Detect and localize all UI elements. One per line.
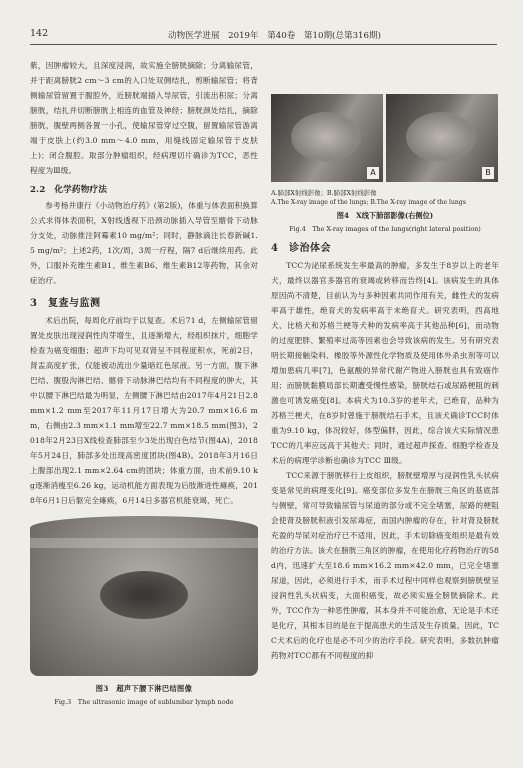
xray-image-a [271,94,383,182]
page-number: 142 [30,28,49,39]
section-3-heading: 3 复查与监测 [30,298,101,309]
figure-4-images [271,94,499,182]
figure-3-caption-cn: 图3 超声下腰下淋巴结图像 [95,684,193,693]
figure-3 [30,516,258,706]
figure-4-caption-cn: 图4 X线下肺部影像(右侧位) [336,211,434,220]
paragraph-followup: 术后出院，每周化疗前均于以复查。术后71 d，左侧输尿管留置处皮肤出现浸润性肉芽增生，且逐渐增大，经组织抹片，细胞学检查为癌变细胞；超声下均可见双肾呈不同程度积水，死前2日，肾盂高度扩张，仅能被动流出少量暗红色尿液。另一方面，腹下淋巴结、腹股沟淋巴结、髂骨下动脉淋巴结均有不同程度的肿大，其中以腰下淋巴结最为明显，左侧腰下淋巴结由2017年4月21日2.8 mm×1.2 mm至2017年11月17日增大为20.7 mm×16.6 mm，右侧由2.3 mm×1.1 mm增至22.7 mm×18.5 mm(图3)，2018年2月23日X线检查肺部至少3处出现白色结节(图4A)，2018年5月24日，肺部多处出现高密度团块(图4B)。2018年3月16日上腹部出现2.1 mm×2.64 cm的团块；体重方面，由术前9.10 kg逐渐消瘦至6.26 kg，运动机能方面表现为后肢渐进性瘫痪，2018年6月1日后躯完全瘫痪，6月14日多器官机能衰竭，死亡。 [30,316,258,505]
paragraph-surgery: 紫，因肿瘤较大，且深度浸润，故实施全膀胱摘除；分离输尿管，并于距离膀胱2 cm～3 cm的入口处双侧结扎，剪断输尿管；将背侧输尿管留置于腹腔外，近膀胱端插入导尿管，引流出积尿；分离膀胱，结扎并切断膀胱上相连的血管及神经；膀胱颈处结扎，摘除膀胱，腹壁两侧各置一小孔，使输尿管穿过空腹，留置输尿管游离端于皮肤上(约3.0 mm～4.0 mm，用缝线固定输尿管于皮肤上)；闭合腹腔。取部分肿瘤组织，经病理切片确诊为TCC，恶性程度为Ⅲ级。 [30,61,258,175]
journal-info: 动物医学进展 2019年 第40卷 第10期(总第316期) [168,31,381,41]
paragraph-chemotherapy: 参考杨井康行《小动物治疗药》(第2版)，体重与体表面积换算公式求得体表面积，X射线透视下沿颈动脉插入导管至髂骨下动脉分支处，动脉推注阿霉素10 mg/m²；同时，静脉滴注长春新碱1.5 mg/m²；上述2药，1次/周，3周一疗程，隔7 d后继续用药。此外，口服补充维生素B1、维生素B6、维生素B12等药物，其余对症治疗。 [30,201,258,285]
figure-4-subcaption-cn: A.肺部X射线影像；B.肺部X射线影像 [271,189,377,197]
lung-shadow [406,112,476,162]
lymph-node-mass [100,571,188,619]
figure-3-caption-en: Fig.3 The ultrasonic image of sublumbar lymph node [54,698,234,706]
ultrasound-image [30,516,258,676]
figure-4-caption-en: Fig.4 The X-ray images of the lungs(right lateral position) [289,225,481,233]
right-column [271,58,499,663]
paragraph-diagnosis: TCC为泌尿系统发生率最高的肿瘤，多发生于8岁以上的老年犬，最终以器官多器官的衰竭或转移而告终[4]。该病发生的具体原因尚不清楚，目前认为与多种因素共同作用有关，雌性犬的发病率高于雄性，绝育犬的发病率高于未绝育犬。研究表明，西高地犬、比格犬和苏格兰梗等犬种的发病率高于其他品种[6]，而动物的过度肥胖、繁殖率过高等因素也会导致该病的发生。另有研究表明长期接触染料、橡胶等外源性化学物质及使用体外杀虫剂等可以增加患病几率[7]，色氨酸的异常代谢产物进入膀胱也具有致癌作用；而膀胱黏膜局部长期遭受慢性感染，膀胱结石或尿路梗阻的刺激也可诱发癌变[8]。本病犬为10.3岁的老年犬，已绝育，品种为苏格兰梗犬，在8岁时曾施于膀胱结石手术，且该犬确诊TCC时体重为9.10 kg，体况较好，体型偏胖，因此，综合该犬实际情况患TCC的几率应远高于其他犬；同时，通过超声探查、细胞学检查及术后的病理学诊断也确诊为TCC Ⅲ级。 [271,261,499,465]
ultrasound-band [30,538,258,548]
left-column [30,58,258,706]
xray-image-b [386,94,498,182]
xray-label-a: A [367,167,379,179]
paragraph-pathology: TCC来源于膀胱移行上皮组织，膀胱壁增厚与浸润性乳头状病变是常见的病理变化[9]。癌变部位多发生在膀胱三角区的基底部与侧壁，常可导致输尿管与尿道的部分或不完全堵塞，尿路的梗阻会使肾及膀胱积液引发尿毒症，而国内肿瘤的存在，针对肾及膀胱充盈的导尿对症治疗已不适用，因此，手术切除癌变组织是最有效的治疗方法。该犬在膀胱三角区的肿瘤，在使用化疗药物治疗的58 d内，迅速扩大至18.6 mm×16.2 mm×42.0 mm，已完全堵塞尿道，因此，必须进行手术，而手术过程中同样也观察到膀胱壁呈浸润性乳头状病变，大面积癌变，故必须实施全膀胱摘除术。此外，TCC作为一种恶性肿瘤，其本身并不可能治愈，无论是手术还是化疗，其根本目的是在于提高患犬的生活及生存质量，因此，TCC犬术后的化疗也是必不可少的治疗手段。研究表明，多数抗肿瘤药物对TCC都有不同程度的抑 [271,471,499,660]
lung-shadow [291,112,361,162]
xray-label-b: B [482,167,494,179]
section-2-2-heading: 2.2 化学药物疗法 [30,185,108,195]
running-header [30,28,497,45]
figure-4-subcaption-en: A.The X-ray image of the lungs; B.The X-ray image of the lungs [271,199,466,206]
section-4-heading: 4 诊治体会 [271,243,331,254]
